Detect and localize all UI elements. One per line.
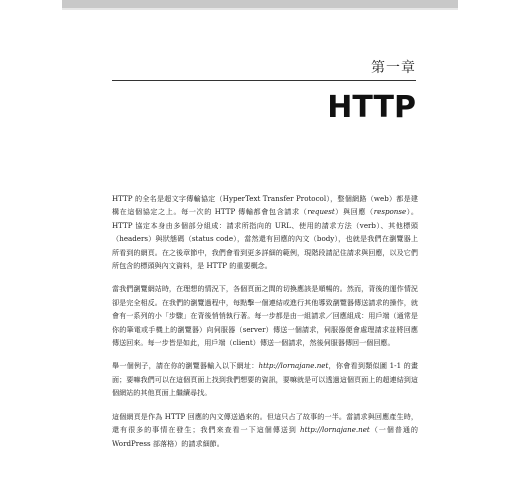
emphasis-text: http://lornajane.net [300,425,370,435]
page-top-bar-shadow [62,8,458,10]
paragraph-text: ，你會看到類似圖 1-1 的畫面；要嘛我們可以在這個頁面上找到我們想要的資訊，要嘛就是可以透過這個頁面上的超連結到這個網站的其他頁面上繼續尋找。 [112,361,418,398]
emphasis-text: response [373,207,407,217]
chapter-number: 第一章 [371,60,416,76]
paragraph-text: ）與回應（ [334,207,374,217]
chapter-title: HTTP [327,90,416,125]
body-paragraph [112,192,418,272]
chapter-divider [112,80,416,81]
chapter-body [112,192,418,460]
paragraph-text: （一個普通的 WordPress 部落格）的請求細節。 [112,425,418,448]
emphasis-text: request [307,207,335,217]
body-paragraph [112,410,418,450]
body-paragraph [112,282,418,349]
paragraph-text: 舉一個例子，請在你的瀏覽器輸入以下網址： [112,361,259,371]
emphasis-text: http://lornajane.net [258,361,329,371]
paragraph-text: 當我們瀏覽網站時，在理想的情況下，各個頁面之間的切換應該是順暢的。然而，背後的運作情況卻是完全相反。在我們的瀏覽過程中，每點擊一個連結或進行其他導致瀏覽器傳送請求的操作，就會有一系列的小「步驟」在背後悄悄執行著。每一步都是由一組請求／回應組成：用戶端（通常是你的筆電或手機上的瀏覽器）向伺服器（server）傳送一個請求，伺服器便會處理請求並將回應傳送回來。每一步皆是如此，用戶端（client）傳送一個請求，然後伺服器傳回一個回應。 [112,284,418,348]
body-paragraph [112,359,418,399]
paragraph-text: HTTP 的全名是超文字傳輸協定（HyperText Transfer Protocol），整個網路（web）都是建構在這個協定之上。每一次的 HTTP 傳輸都會包含請求（ [112,194,418,217]
page-top-bar [62,0,458,8]
paragraph-text: ）。HTTP 協定本身由多個部分組成：請求所指向的 URL、使用的請求方法（verb）、其他標頭（headers）與狀態碼（status code），當然還有回應的內文（body），也就是我們在瀏覽器上所看到的網頁。在之後章節中，我們會看到更多詳細的範例，現階段請記住請求與回應，以及它們所包含的標頭與內文資料，是 HTTP 的重要概念。 [112,207,419,271]
paragraph-text: 這個網頁是作為 HTTP 回應的內文傳送過來的。但這只占了故事的一半。當請求與回應產生時，還有很多的事情在發生；我們來查看一下這個傳送到 [112,411,418,435]
